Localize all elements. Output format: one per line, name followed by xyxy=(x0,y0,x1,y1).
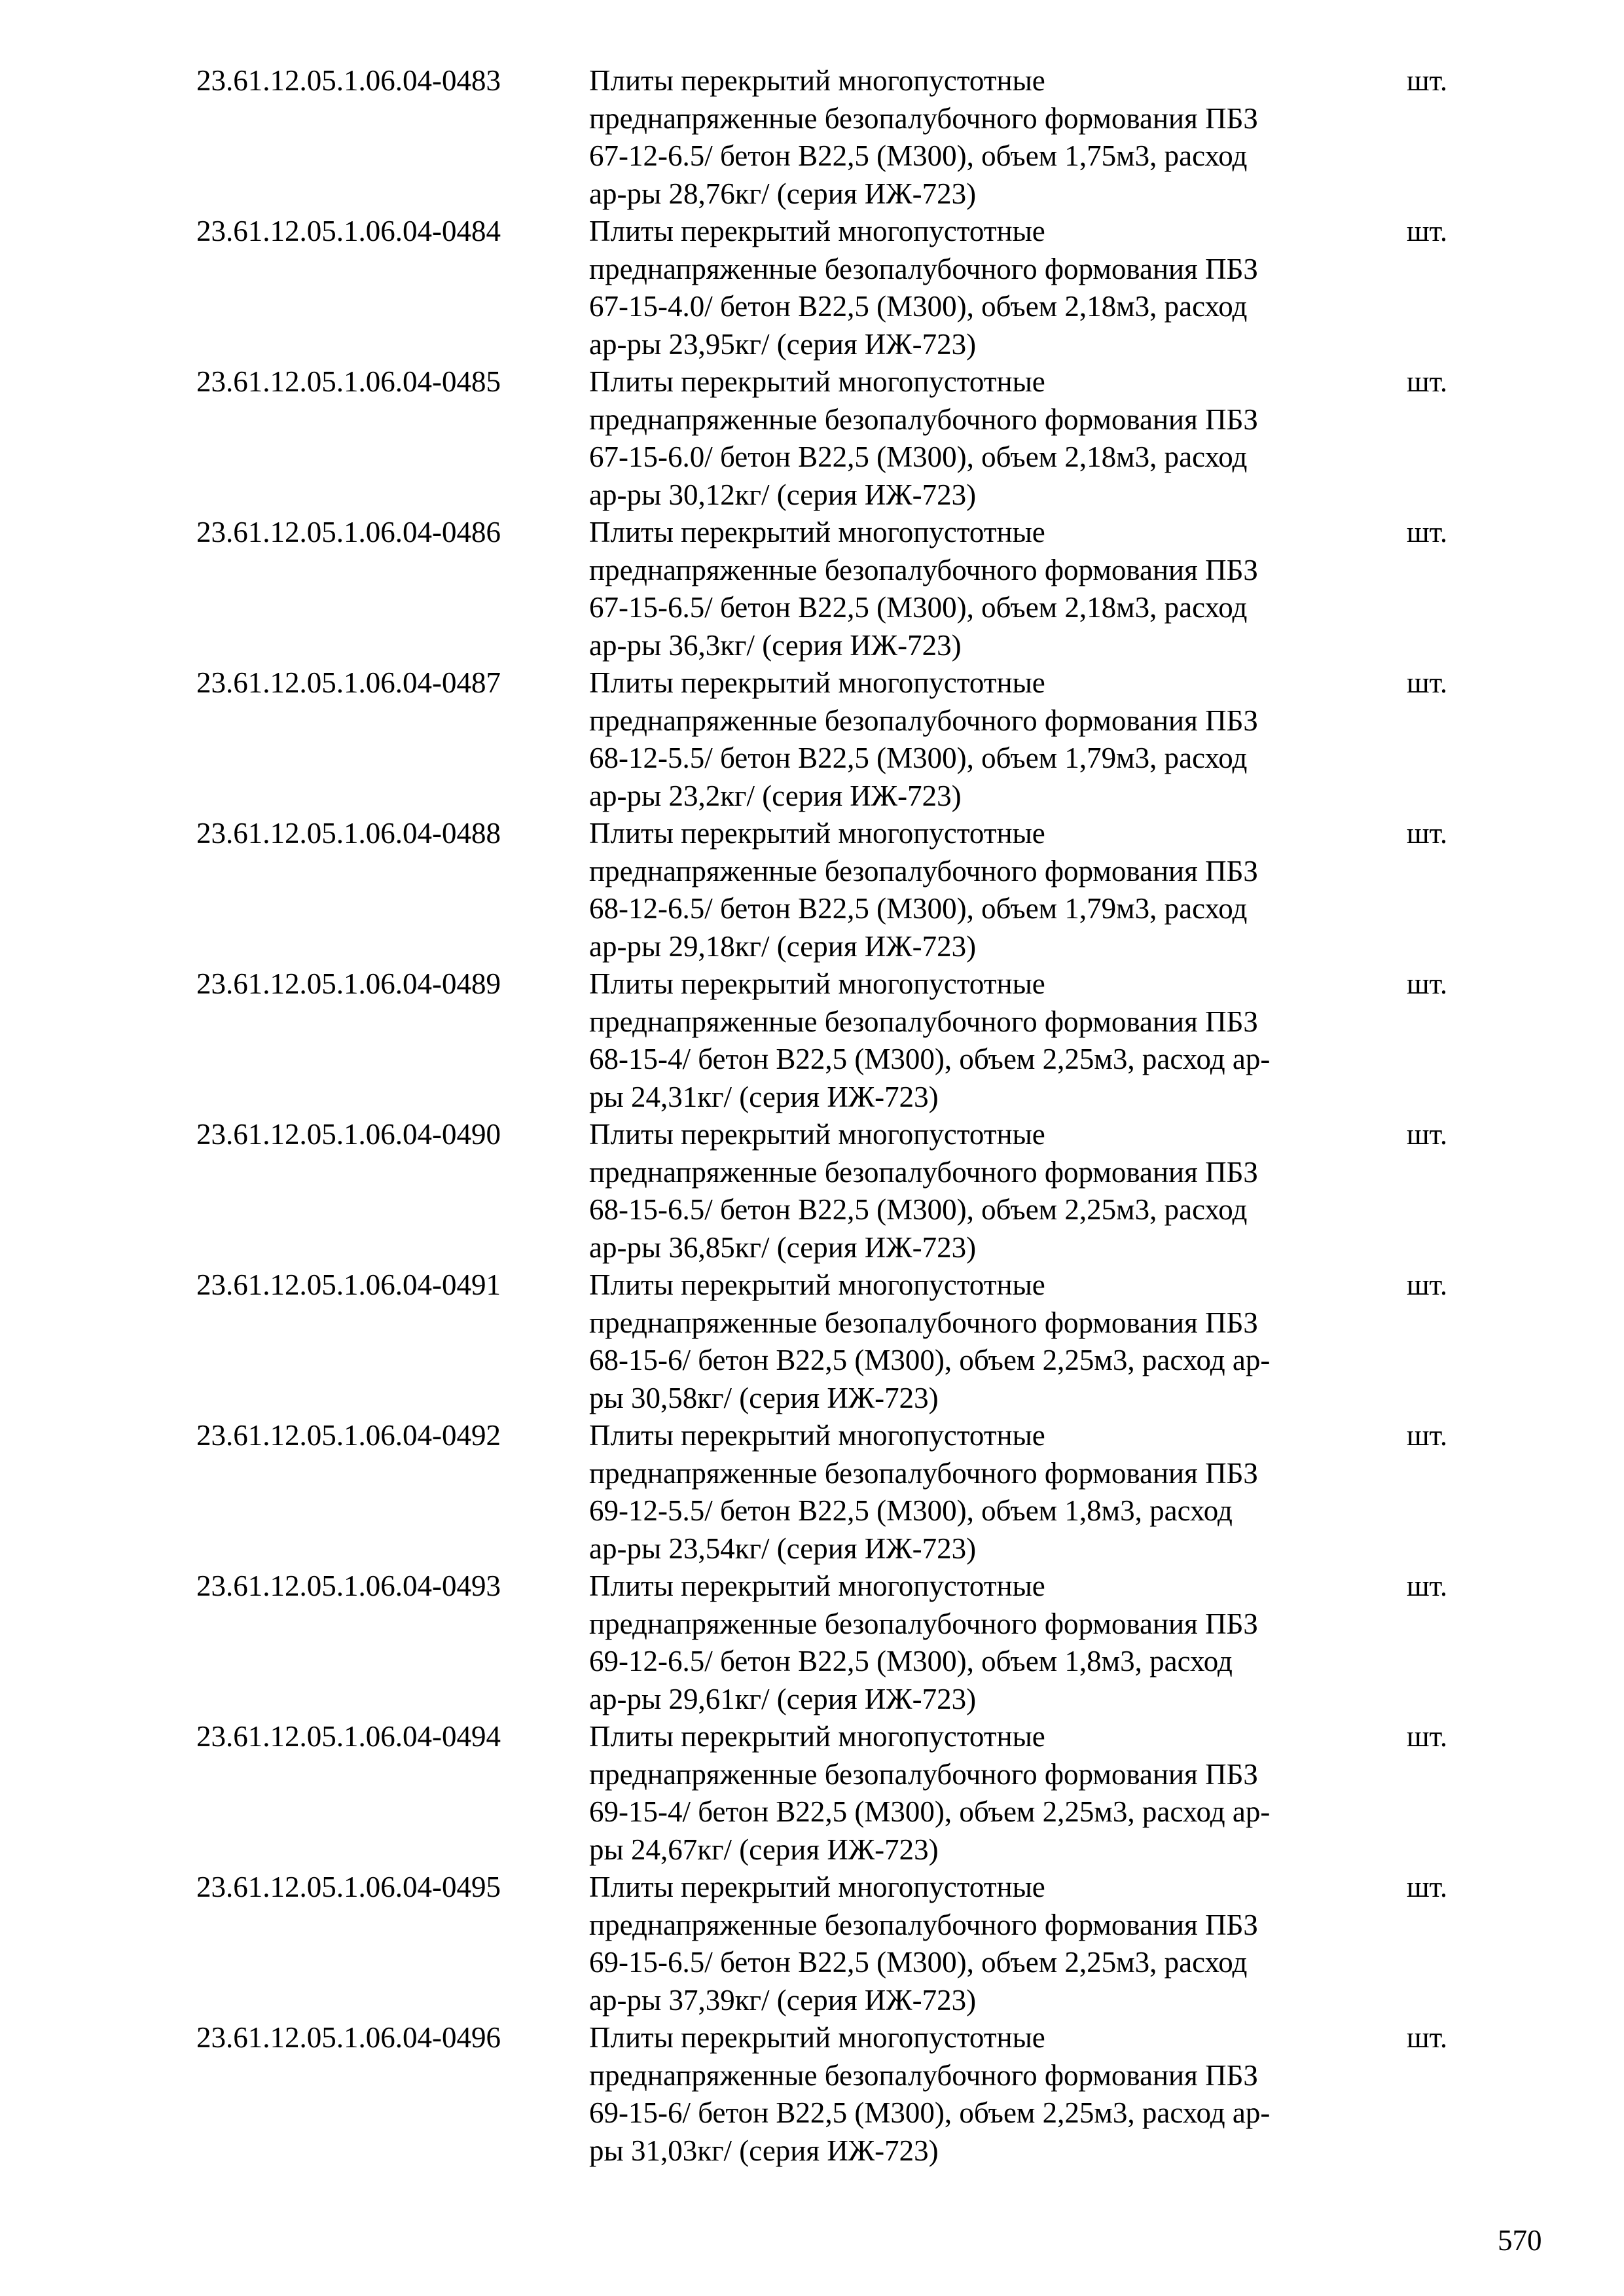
description-line: преднапряженные безопалубочного формования ПБЗ xyxy=(589,101,1258,135)
description-line: 67-12-6.5/ бетон В22,5 (М300), объем 1,75м3, расход xyxy=(589,139,1248,172)
description-line: преднапряженные безопалубочного формования ПБЗ xyxy=(589,1908,1258,1941)
description-line: Плиты перекрытий многопустотные xyxy=(589,1419,1045,1452)
item-unit: шт. xyxy=(1407,2021,1448,2054)
list-item xyxy=(0,1266,1624,1417)
item-description xyxy=(589,815,1358,965)
description-line: ар-ры 23,2кг/ (серия ИЖ-723) xyxy=(589,779,962,812)
description-line: Плиты перекрытий многопустотные xyxy=(589,365,1045,398)
description-line: Плиты перекрытий многопустотные xyxy=(589,2021,1045,2054)
description-line: ры 30,58кг/ (серия ИЖ-723) xyxy=(589,1381,939,1414)
description-line: преднапряженные безопалубочного формования ПБЗ xyxy=(589,553,1258,586)
item-code: 23.61.12.05.1.06.04-0490 xyxy=(196,1118,501,1151)
description-line: Плиты перекрытий многопустотные xyxy=(589,1570,1045,1602)
description-line: ар-ры 37,39кг/ (серия ИЖ-723) xyxy=(589,1983,977,2017)
item-code: 23.61.12.05.1.06.04-0484 xyxy=(196,215,501,247)
list-item xyxy=(0,514,1624,664)
description-line: ар-ры 23,54кг/ (серия ИЖ-723) xyxy=(589,1532,977,1565)
item-code: 23.61.12.05.1.06.04-0496 xyxy=(196,2021,501,2054)
item-description xyxy=(589,1869,1358,2019)
description-line: 68-15-6.5/ бетон В22,5 (М300), объем 2,25м3, расход xyxy=(589,1193,1248,1226)
description-line: 69-15-4/ бетон В22,5 (М300), объем 2,25м3, расход ар- xyxy=(589,1795,1271,1828)
description-line: 68-12-6.5/ бетон В22,5 (М300), объем 1,79м3, расход xyxy=(589,892,1248,925)
description-line: Плиты перекрытий многопустотные xyxy=(589,1871,1045,1903)
item-unit: шт. xyxy=(1407,64,1448,97)
description-line: 69-12-5.5/ бетон В22,5 (М300), объем 1,8м3, расход xyxy=(589,1494,1233,1527)
description-line: преднапряженные безопалубочного формования ПБЗ xyxy=(589,1005,1258,1038)
list-item xyxy=(0,2019,1624,2170)
list-item xyxy=(0,1417,1624,1568)
item-code: 23.61.12.05.1.06.04-0491 xyxy=(196,1268,501,1301)
description-line: ар-ры 36,85кг/ (серия ИЖ-723) xyxy=(589,1230,977,1264)
page-number: 570 xyxy=(1498,2224,1542,2257)
description-line: Плиты перекрытий многопустотные xyxy=(589,1118,1045,1151)
price-list xyxy=(0,62,1624,2170)
description-line: 69-15-6.5/ бетон В22,5 (М300), объем 2,25м3, расход xyxy=(589,1946,1248,1979)
description-line: 67-15-6.0/ бетон В22,5 (М300), объем 2,18м3, расход xyxy=(589,440,1248,473)
description-line: Плиты перекрытий многопустотные xyxy=(589,666,1045,699)
description-line: 68-15-4/ бетон В22,5 (М300), объем 2,25м3, расход ар- xyxy=(589,1043,1271,1075)
item-description xyxy=(589,213,1358,363)
description-line: ры 31,03кг/ (серия ИЖ-723) xyxy=(589,2134,939,2167)
description-line: Плиты перекрытий многопустотные xyxy=(589,967,1045,1000)
item-unit: шт. xyxy=(1407,365,1448,398)
item-unit: шт. xyxy=(1407,1871,1448,1903)
description-line: ар-ры 30,12кг/ (серия ИЖ-723) xyxy=(589,478,977,511)
description-line: ар-ры 29,61кг/ (серия ИЖ-723) xyxy=(589,1682,977,1715)
list-item xyxy=(0,62,1624,213)
item-code: 23.61.12.05.1.06.04-0495 xyxy=(196,1871,501,1903)
item-unit: шт. xyxy=(1407,666,1448,699)
list-item xyxy=(0,1718,1624,1869)
item-unit: шт. xyxy=(1407,967,1448,1000)
item-unit: шт. xyxy=(1407,817,1448,850)
item-description xyxy=(589,1266,1358,1417)
description-line: ры 24,67кг/ (серия ИЖ-723) xyxy=(589,1833,939,1866)
item-description xyxy=(589,965,1358,1116)
item-unit: шт. xyxy=(1407,215,1448,247)
item-code: 23.61.12.05.1.06.04-0488 xyxy=(196,817,501,850)
item-unit: шт. xyxy=(1407,1570,1448,1602)
item-code: 23.61.12.05.1.06.04-0487 xyxy=(196,666,501,699)
item-description xyxy=(589,62,1358,213)
description-line: преднапряженные безопалубочного формования ПБЗ xyxy=(589,252,1258,285)
item-description xyxy=(589,1718,1358,1869)
item-code: 23.61.12.05.1.06.04-0486 xyxy=(196,516,501,548)
description-line: Плиты перекрытий многопустотные xyxy=(589,1268,1045,1301)
list-item xyxy=(0,965,1624,1116)
list-item xyxy=(0,1568,1624,1718)
description-line: ар-ры 28,76кг/ (серия ИЖ-723) xyxy=(589,177,977,210)
item-description xyxy=(589,1116,1358,1266)
description-line: преднапряженные безопалубочного формования ПБЗ xyxy=(589,704,1258,737)
description-line: Плиты перекрытий многопустотные xyxy=(589,215,1045,247)
description-line: преднапряженные безопалубочного формования ПБЗ xyxy=(589,1456,1258,1490)
item-unit: шт. xyxy=(1407,1720,1448,1753)
description-line: ар-ры 29,18кг/ (серия ИЖ-723) xyxy=(589,929,977,963)
list-item xyxy=(0,664,1624,815)
item-unit: шт. xyxy=(1407,1118,1448,1151)
item-code: 23.61.12.05.1.06.04-0494 xyxy=(196,1720,501,1753)
item-description xyxy=(589,363,1358,514)
description-line: 67-15-6.5/ бетон В22,5 (М300), объем 2,18м3, расход xyxy=(589,591,1248,624)
description-line: 68-12-5.5/ бетон В22,5 (М300), объем 1,79м3, расход xyxy=(589,742,1248,774)
description-line: Плиты перекрытий многопустотные xyxy=(589,516,1045,548)
item-description xyxy=(589,1568,1358,1718)
list-item xyxy=(0,1869,1624,2019)
item-unit: шт. xyxy=(1407,1268,1448,1301)
description-line: Плиты перекрытий многопустотные xyxy=(589,1720,1045,1753)
item-code: 23.61.12.05.1.06.04-0483 xyxy=(196,64,501,97)
item-unit: шт. xyxy=(1407,516,1448,548)
item-unit: шт. xyxy=(1407,1419,1448,1452)
list-item xyxy=(0,363,1624,514)
list-item xyxy=(0,213,1624,363)
item-description xyxy=(589,664,1358,815)
description-line: преднапряженные безопалубочного формования ПБЗ xyxy=(589,1306,1258,1339)
description-line: Плиты перекрытий многопустотные xyxy=(589,64,1045,97)
item-code: 23.61.12.05.1.06.04-0489 xyxy=(196,967,501,1000)
item-code: 23.61.12.05.1.06.04-0485 xyxy=(196,365,501,398)
description-line: ар-ры 36,3кг/ (серия ИЖ-723) xyxy=(589,628,962,662)
description-line: преднапряженные безопалубочного формования ПБЗ xyxy=(589,1607,1258,1640)
item-description xyxy=(589,514,1358,664)
description-line: 67-15-4.0/ бетон В22,5 (М300), объем 2,18м3, расход xyxy=(589,290,1248,323)
item-description xyxy=(589,1417,1358,1568)
item-code: 23.61.12.05.1.06.04-0492 xyxy=(196,1419,501,1452)
description-line: преднапряженные безопалубочного формования ПБЗ xyxy=(589,1155,1258,1189)
description-line: ар-ры 23,95кг/ (серия ИЖ-723) xyxy=(589,327,977,361)
description-line: 69-12-6.5/ бетон В22,5 (М300), объем 1,8м3, расход xyxy=(589,1645,1233,1677)
description-line: 68-15-6/ бетон В22,5 (М300), объем 2,25м3, расход ар- xyxy=(589,1344,1271,1376)
item-description xyxy=(589,2019,1358,2170)
description-line: 69-15-6/ бетон В22,5 (М300), объем 2,25м3, расход ар- xyxy=(589,2096,1271,2129)
description-line: ры 24,31кг/ (серия ИЖ-723) xyxy=(589,1080,939,1113)
description-line: преднапряженные безопалубочного формования ПБЗ xyxy=(589,2058,1258,2092)
description-line: преднапряженные безопалубочного формования ПБЗ xyxy=(589,854,1258,888)
list-item xyxy=(0,1116,1624,1266)
item-code: 23.61.12.05.1.06.04-0493 xyxy=(196,1570,501,1602)
description-line: преднапряженные безопалубочного формования ПБЗ xyxy=(589,1757,1258,1791)
description-line: Плиты перекрытий многопустотные xyxy=(589,817,1045,850)
list-item xyxy=(0,815,1624,965)
description-line: преднапряженные безопалубочного формования ПБЗ xyxy=(589,403,1258,436)
